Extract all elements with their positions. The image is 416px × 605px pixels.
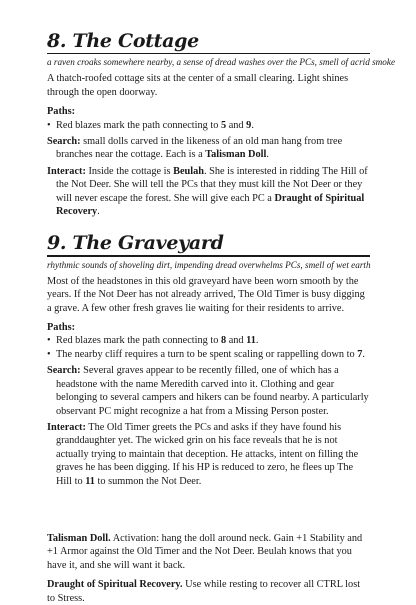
graveyard-path-item: • Red blazes mark the path connecting to 8 and 11. — [47, 335, 259, 347]
section-cottage — [47, 30, 396, 218]
talisman-doll-entry: Talisman Doll. Activation: hang the doll around neck. Gain +1 Stability and +1 Armor against the Old Timer and the Not Deer. Beulah knows that you have it, and she will want it back. — [47, 532, 363, 571]
graveyard-paths-label: Paths: — [47, 322, 76, 334]
graveyard-path-link-a: 8 — [220, 335, 227, 347]
graveyard-intro: Most of the headstones in this old graveyard have been worn smooth by the years. If the Not Deer has not already arrived, The Old Timer is busy digging a grave. A few other fresh graves lie waiting for their residents to arrive. — [47, 275, 365, 314]
draught-name: Draught of Spiritual Recovery. — [47, 579, 183, 591]
graveyard-title: 9. The Graveyard — [47, 232, 224, 255]
graveyard-path-item: • The nearby cliff requires a turn to be spent scaling or rappelling down to 7. — [47, 348, 365, 360]
graveyard-interact: Interact: The Old Timer greets the PCs and asks if they have found his granddaughter yet. The wicked grin on his face reveals that he is not actually trying to maintain that deception. He attacks, intent on filling the graves he has been digging. If his HP is reduced to zero, he flees up The Hill to 11 to summon the Not Deer. — [47, 421, 359, 487]
cottage-paths-label: Paths: — [47, 106, 76, 118]
cottage-path-link-a: 5 — [220, 119, 227, 131]
cottage-tagline: a raven croaks somewhere nearby, a sense of dread washes over the PCs, smell of acrid smoke — [47, 57, 396, 68]
talisman-doll-name: Talisman Doll. — [47, 532, 111, 544]
graveyard-tagline: rhythmic sounds of shoveling dirt, impending dread overwhelms PCs, smell of wet earth — [47, 259, 371, 270]
section-graveyard — [47, 232, 370, 487]
cottage-npc-name: Beulah — [173, 165, 205, 177]
graveyard-title-rule — [47, 255, 370, 256]
cottage-intro: A thatch-roofed cottage sits at the center of a small clearing. Light shines through the open doorway. — [47, 73, 349, 98]
cottage-title-rule — [47, 53, 370, 54]
cottage-interact-item: Draught of Spiritual Recovery — [56, 192, 365, 218]
graveyard-path-link-c: 7 — [357, 348, 363, 360]
cottage-path-link-b: 9 — [246, 119, 252, 131]
cottage-search: Search: small dolls carved in the likeness of an old man hang from tree branches near the cottage. Each is a Talisman Doll. — [47, 136, 343, 161]
cottage-search-item: Talisman Doll — [205, 149, 267, 161]
graveyard-search: Search: Several graves appear to be recently filled, one of which has a headstone with the name Meredith carved into it. Clothing and gear belonging to several campers and hikers can be found nearby. A particularly observant PC might recognize a hat from a Missing Person poster. — [47, 365, 369, 417]
item-definitions — [47, 532, 370, 605]
cottage-interact: Interact: Inside the cottage is Beulah. She is interested in ridding The Hill of the Not Deer. She will tell the PCs that they must kill the Not Deer or they will never escape the forest. She will give each PC a Draught of Spiritual Recovery. — [47, 165, 368, 218]
graveyard-interact-link: 11 — [85, 475, 95, 487]
cottage-title: 8. The Cottage — [47, 30, 199, 52]
draught-entry: Draught of Spiritual Recovery. Use while resting to recover all CTRL lost to Stress. — [47, 579, 361, 604]
graveyard-path-link-b: 11 — [246, 335, 256, 347]
cottage-path-item: • Red blazes mark the path connecting to 5 and 9. — [47, 119, 254, 131]
